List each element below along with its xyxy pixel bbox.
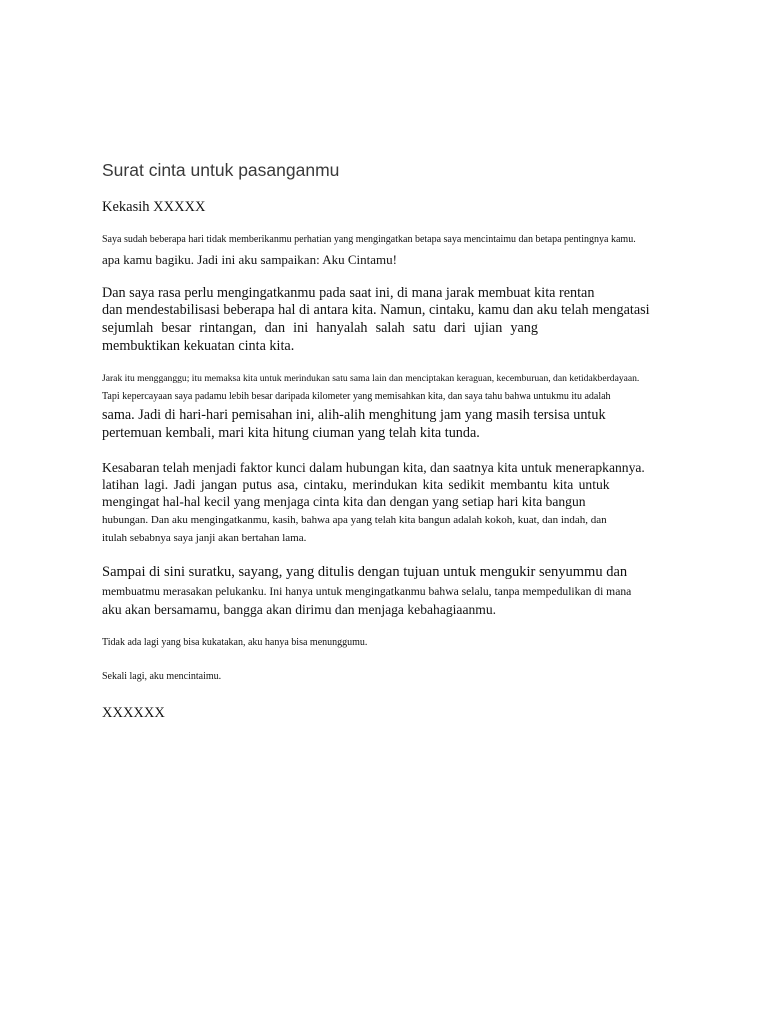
word: dan — [264, 320, 286, 336]
document-title: Surat cinta untuk pasanganmu — [102, 160, 340, 180]
paragraph-1-line-1: Saya sudah beberapa hari tidak memberikanmu perhatian yang mengingatkan betapa saya mencintaimu dan betapa pentingnya kamu. — [102, 234, 636, 245]
paragraph-2-line-1: Dan saya rasa perlu mengingatkanmu pada saat ini, di mana jarak membuat kita rentan — [102, 285, 595, 301]
closing-line-1: Tidak ada lagi yang bisa kukatakan, aku hanya bisa menunggumu. — [102, 637, 368, 648]
closing-line-2: Sekali lagi, aku mencintaimu. — [102, 671, 222, 682]
paragraph-3-line-4: pertemuan kembali, mari kita hitung ciuman yang telah kita tunda. — [102, 425, 480, 441]
paragraph-3-line-1: Jarak itu mengganggu; itu memaksa kita untuk merindukan satu sama lain dan menciptakan keraguan, kecemburuan, dan ketidakberdayaan. — [102, 373, 640, 384]
paragraph-3-line-2: Tapi kepercayaan saya padamu lebih besar daripada kilometer yang memisahkan kita, dan saya tahu bahwa untukmu itu adalah — [102, 391, 611, 402]
paragraph-5-line-3: aku akan bersamamu, bangga akan dirimu dan menjaga kebahagiaanmu. — [102, 602, 497, 617]
paragraph-2-line-3 — [102, 320, 538, 337]
word: rintangan, — [199, 320, 257, 336]
paragraph-4-line-2: latihan lagi. Jadi jangan putus asa, cintaku, merindukan kita sedikit membantu kita untuk — [102, 477, 610, 492]
word: ini — [293, 320, 309, 336]
word: satu — [412, 320, 436, 336]
word: besar — [161, 320, 192, 336]
paragraph-3-line-3: sama. Jadi di hari-hari pemisahan ini, alih-alih menghitung jam yang masih tersisa untuk — [102, 407, 606, 423]
word: hanyalah — [316, 320, 368, 336]
paragraph-4-line-4: hubungan. Dan aku mengingatkanmu, kasih, bahwa apa yang telah kita bangun adalah kokoh, kuat, dan indah, dan — [102, 514, 607, 526]
word: sejumlah — [102, 320, 154, 336]
paragraph-5-line-2: membuatmu merasakan pelukanku. Ini hanya untuk mengingatkanmu bahwa selalu, tanpa mempedulikan di mana — [102, 585, 632, 598]
paragraph-2-line-4: membuktikan kekuatan cinta kita. — [102, 338, 295, 354]
paragraph-2-line-2: dan mendestabilisasi beberapa hal di antara kita. Namun, cintaku, kamu dan aku telah mengatasi — [102, 302, 650, 318]
paragraph-4-line-3: mengingat hal-hal kecil yang menjaga cinta kita dan dengan yang setiap hari kita bangun — [102, 494, 586, 509]
word: yang — [510, 320, 538, 336]
signature: XXXXXX — [102, 705, 165, 721]
paragraph-1-line-2: apa kamu bagiku. Jadi ini aku sampaikan: Aku Cintamu! — [102, 252, 397, 267]
word: salah — [375, 320, 405, 336]
paragraph-5-line-1: Sampai di sini suratku, sayang, yang ditulis dengan tujuan untuk mengukir senyummu dan — [102, 564, 628, 580]
word: ujian — [473, 320, 503, 336]
word: dari — [443, 320, 466, 336]
paragraph-4-line-5: itulah sebabnya saya janji akan bertahan lama. — [102, 532, 307, 544]
paragraph-4-line-1: Kesabaran telah menjadi faktor kunci dalam hubungan kita, dan saatnya kita untuk menerapkannya. — [102, 460, 645, 475]
salutation: Kekasih XXXXX — [102, 199, 206, 215]
